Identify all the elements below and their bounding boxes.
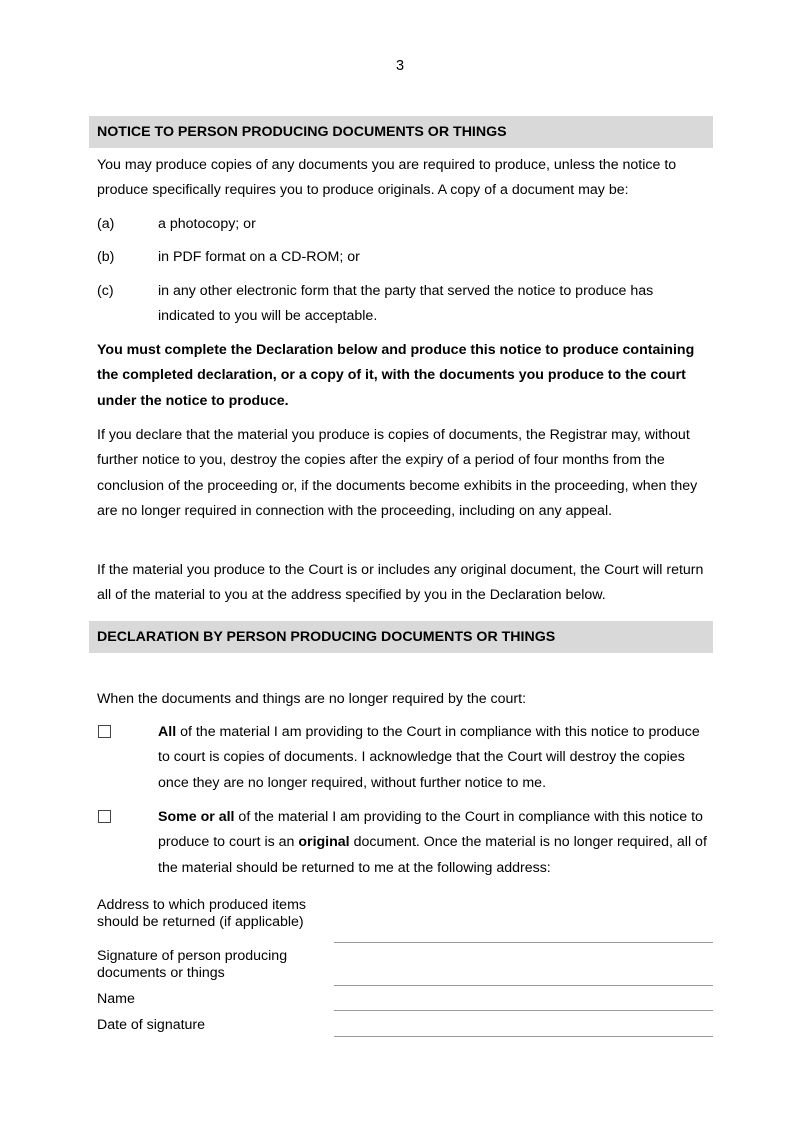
declaration-section-heading: DECLARATION BY PERSON PRODUCING DOCUMENTS OR THINGS: [89, 621, 713, 653]
list-item-label: (a): [97, 216, 115, 232]
notice-section-heading: NOTICE TO PERSON PRODUCING DOCUMENTS OR THINGS: [89, 116, 713, 148]
date-line[interactable]: [334, 1036, 713, 1037]
page-number: 3: [395, 58, 405, 74]
notice-intro: You may produce copies of any documents you are required to produce, unless the notice to produce specifically requires you to produce originals. A copy of a document may be:: [97, 157, 677, 199]
some-originals-option-text: [158, 805, 713, 881]
original-return-paragraph: If the material you produce to the Court is or includes any original document, the Court will return all of the material to you at the address specified by you in the Declaration below.: [97, 562, 704, 604]
option-bold-lead: Some or all: [158, 809, 235, 825]
name-label: Name: [97, 991, 135, 1007]
declaration-intro: When the documents and things are no longer required by the court:: [97, 691, 527, 707]
signature-line[interactable]: [334, 985, 713, 986]
list-item-label: (c): [97, 283, 114, 299]
option-bold-original: original: [298, 834, 350, 851]
all-copies-option-text: [158, 720, 713, 796]
list-item-text: in PDF format on a CD-ROM; or: [158, 249, 360, 265]
list-item: [97, 279, 712, 330]
declaration-instruction: You must complete the Declaration below and produce this notice to produce containing the completed declaration, or a copy of it, with the documents you produce to the court under the notice to produce.: [97, 342, 695, 409]
name-line[interactable]: [334, 1010, 713, 1011]
date-label: Date of signature: [97, 1017, 206, 1033]
option-bold-lead: All: [158, 724, 177, 740]
list-item: [97, 212, 712, 237]
all-copies-checkbox[interactable]: [98, 725, 111, 738]
list-item: [97, 245, 712, 270]
copies-destruction-paragraph: If you declare that the material you produce is copies of documents, the Registrar may, without further notice to you, destroy the copies after the expiry of a period of four months from the conclusion of the proceeding or, if the documents become exhibits in the proceeding, when they are no longer required in connection with the proceeding, including on any appeal.: [97, 427, 698, 519]
address-label: Address to which produced items should be returned (if applicable): [97, 897, 306, 930]
signature-label: Signature of person producing documents or things: [97, 948, 288, 981]
list-item-text: a photocopy; or: [158, 216, 256, 232]
list-item-label: (b): [97, 249, 115, 265]
address-line[interactable]: [334, 942, 713, 943]
list-item-text: in any other electronic form that the party that served the notice to produce has indicated to you will be acceptable.: [158, 283, 654, 325]
option-body: of the material I am providing to the Court in compliance with this notice to produce to court is an: [158, 809, 703, 851]
option-body: of the material I am providing to the Court in compliance with this notice to produce to court is copies of documents. I acknowledge that the Court will destroy the copies once they are no longer required, without further notice to me.: [158, 724, 700, 791]
some-originals-checkbox[interactable]: [98, 810, 111, 823]
option-body-end: document. Once the material is no longer required, all of the material should be returned to me at the following address:: [158, 834, 707, 876]
